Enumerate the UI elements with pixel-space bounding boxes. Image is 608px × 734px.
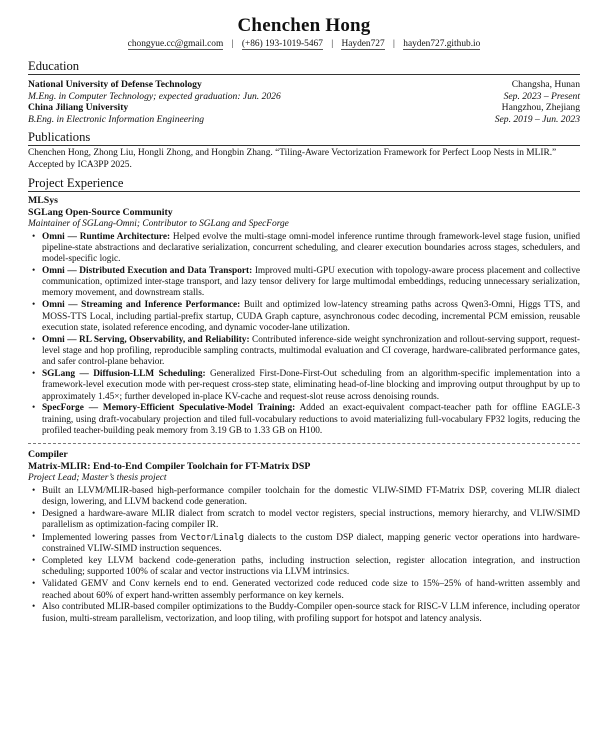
bullet-text: Improved multi-GPU execution with topology-aware process placement and collective communication, optimized inter-stage transport, and lazy tensor delivery for large multimodal embeddings, reducing unnecessary serialization, memory movement, and downstream stalls. [42, 265, 580, 299]
compiler-bullet-list [28, 486, 580, 625]
list-item [32, 334, 580, 369]
bullet-text: Also contributed MLIR-based compiler optimizations to the Buddy-Compiler open-source stack for RISC-V LLM inference, including operator fusion, multi-stream parallelism, vectorization, and loop tiling, with profiling support for hotspot and latency analysis. [42, 602, 580, 624]
project-name: SGLang Open-Source Community [28, 207, 173, 218]
degree: M.Eng. in Computer Technology; expected graduation: Jun. 2026 [28, 90, 281, 102]
bullet-text: Designed a hardware-aware MLIR dialect from scratch to model vector registers, special instructions, memory hierarchy, and VLIW/SIMD parallelism as optimization-facing compiler IR. [42, 508, 580, 531]
list-item [32, 556, 580, 579]
bullet-text: dialects to the custom DSP dialect, mapping generic vector operations into hardware-constrained VLIW-SIMD instruction sequences. [42, 533, 580, 555]
bullet-text: Generalized First-Done-First-Out scheduling from an algorithm-specific implementation into a framework-level execution mode with per-request cross-step state, eliminating head-of-line blocking and improving output throughput by up to approximately 1.45×; further developed in-place KV-cache and request-slot reuse across denoising rounds. [42, 369, 580, 402]
degree-dates: Sep. 2019 – Jun. 2023 [494, 113, 580, 125]
code-term: Linalg [213, 532, 244, 543]
project-area: Compiler [28, 449, 68, 461]
bullet-heading: SpecForge — Memory-Efficient Speculative-Model Training: [42, 403, 296, 414]
list-item [32, 231, 580, 266]
list-item [32, 508, 580, 532]
contact-separator: | [393, 39, 395, 49]
list-item [32, 602, 580, 625]
list-item [32, 265, 580, 300]
publications-heading: Publications [28, 130, 580, 146]
bullet-dot-icon: • [32, 403, 36, 414]
bullet-text: Built and optimized low-latency streaming paths across Qwen3-Omni, Higgs TTS, and MOSS-TTS Local, including partial-prefix startup, CUDA Graph capture, asynchronous codec decoding, incremental PCM emission, reusable execution state, isolated reference encoding, and dynamic vocoder-lane utilization. [42, 300, 580, 333]
project-name: Matrix-MLIR: End-to-End Compiler Toolchain for FT-Matrix DSP [28, 461, 311, 473]
github-link[interactable]: Hayden727 [341, 39, 385, 49]
project-area: MLSys [28, 195, 58, 206]
bullet-dot-icon: • [32, 579, 36, 590]
degree: B.Eng. in Electronic Information Engineering [28, 113, 205, 125]
candidate-name: Chenchen Hong [237, 15, 371, 36]
projects-heading: Project Experience [28, 176, 580, 192]
bullet-heading: Omni — RL Serving, Observability, and Reliability: [42, 334, 250, 345]
bullet-dot-icon: • [32, 334, 36, 345]
section-divider [28, 443, 580, 444]
email-link[interactable]: chongyue.cc@gmail.com [127, 39, 224, 49]
contact-line [28, 38, 580, 50]
school-location: Changsha, Hunan [511, 79, 580, 90]
bullet-dot-icon: • [32, 300, 36, 311]
bullet-heading: SGLang — Diffusion-LLM Scheduling: [42, 369, 206, 380]
bullet-text: Helped evolve the multi-stage omni-model inference runtime through framework-level stage fusion, unified pipeline-state abstractions and declarative serialization, concurrent scheduling, and clearer execution boundaries across stages, schedulers, and model-specific logic. [42, 231, 580, 265]
bullet-text: Validated GEMV and Conv kernels end to end. Generated vectorized code reduced code size to 15%–25% of hand-written assembly and reached about 60% of expert hand-written assembly performance on key kernels. [42, 579, 580, 601]
project-role: Maintainer of SGLang-Omni; Contributor to SGLang and SpecForge [28, 219, 289, 229]
list-item [32, 369, 580, 403]
phone-link[interactable]: (+86) 193-1019-5467 [241, 39, 323, 49]
bullet-heading: Omni — Distributed Execution and Data Transport: [42, 265, 253, 276]
bullet-heading: Omni — Runtime Architecture: [42, 231, 171, 242]
education-entry [28, 79, 580, 102]
project-role: Project Lead; Master’s thesis project [28, 473, 167, 484]
list-item [32, 532, 580, 556]
education-entry [28, 102, 580, 125]
school-location: Hangzhou, Zhejiang [501, 102, 580, 113]
list-item [32, 485, 580, 509]
bullet-dot-icon: • [32, 369, 36, 380]
contact-separator: | [331, 39, 334, 49]
list-item [32, 300, 580, 334]
bullet-dot-icon: • [32, 602, 36, 613]
degree-dates: Sep. 2023 – Present [503, 90, 580, 102]
education-heading: Education [28, 59, 580, 75]
contact-separator: | [231, 39, 234, 49]
bullet-dot-icon: • [32, 231, 36, 242]
bullet-dot-icon: • [32, 556, 36, 567]
list-item [32, 403, 580, 437]
school-name: China Jiliang University [28, 102, 129, 113]
bullet-dot-icon: • [32, 265, 36, 276]
list-item [32, 579, 580, 602]
school-name: National University of Defense Technology [28, 79, 202, 90]
bullet-heading: Omni — Streaming and Inference Performance: [42, 300, 241, 311]
bullet-text: Built an LLVM/MLIR-based high-performance compiler toolchain for the domestic VLIW-SIMD FT-Matrix DSP, covering MLIR dialect design, lowering, and LLVM backend code generation. [42, 485, 580, 508]
website-link[interactable]: hayden727.github.io [403, 39, 481, 49]
bullet-dot-icon: • [32, 508, 36, 519]
bullet-text: Completed key LLVM backend code-generation paths, including instruction selection, register allocation integration, and instruction scheduling; supported 100% of scalar and vector instructions via LLVM intrinsics. [42, 556, 580, 578]
bullet-text: Contributed inference-side weight synchronization and rollout-serving support, request-level stage and hop profiling, reproducible sampling contracts, multimodal evaluation and CI coverage, hardware-calibrated performance gates, and safer control-plane behavior. [42, 334, 580, 368]
bullet-text: / [211, 533, 214, 544]
bullet-dot-icon: • [32, 485, 36, 496]
bullet-dot-icon: • [32, 532, 36, 543]
bullet-text: Added an exact-equivalent compact-teacher path for offline EAGLE-3 training, using draft-vocabulary projection and tiled full-vocabulary reductions to avoid materializing full-vocabulary FP32 logits, reducing the profiled teacher-building peak memory from 3.19 GB to 1.33 GB on H100. [42, 403, 580, 437]
mlsys-bullet-list [28, 232, 580, 438]
publication-entry: Chenchen Hong, Zhong Liu, Hongli Zhong, and Hongbin Zhang. “Tiling-Aware Vectorization Framework for Perfect Loop Nests in MLIR.” Accepted by ICA3PP 2025. [28, 148, 557, 170]
bullet-text: Implemented lowering passes from [42, 533, 181, 544]
code-term: Vector [180, 532, 212, 543]
